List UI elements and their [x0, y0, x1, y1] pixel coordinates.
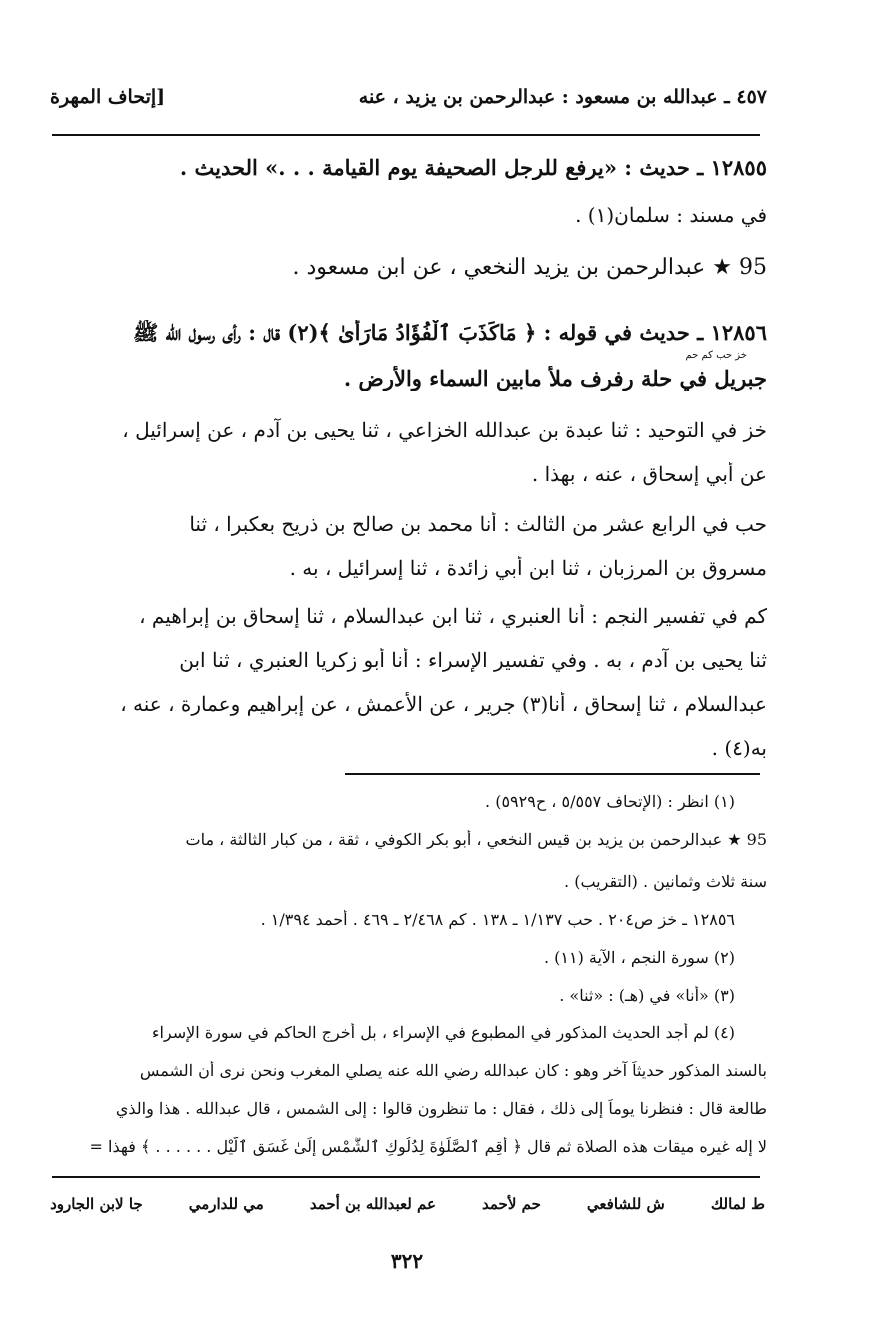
hadith-12856-cont: جبريل في حلة رفرف ملأ مابين السماء والأرض . [343, 366, 767, 391]
footnote: (٣) «أنا» في (هـ) : «ثنا» . [559, 986, 735, 1005]
hadith-12855: ١٢٨٥٥ ـ حديث : «يرفع للرجل الصحيفة يوم القيامة . . .» الحديث . [179, 155, 767, 180]
narrator-95-text: 95 ★ عبدالرحمن بن يزيد النخعي ، عن ابن مسعود . [292, 255, 767, 280]
book-title: [إتحاف المهرة [50, 86, 166, 108]
body-line: حب في الرابع عشر من الثالث : أنا محمد بن صالح بن ذريح بعكبرا ، ثنا [189, 512, 767, 536]
body-line: خز في التوحيد : ثنا عبدة بن عبدالله الخزاعي ، ثنا يحيى بن آدم ، عن إسرائيل ، [122, 418, 767, 442]
narrator-95-heading [67, 255, 767, 280]
body-line: مسروق بن المرزبان ، ثنا ابن أبي زائدة ، ثنا إسرائيل ، به . [289, 556, 767, 580]
body-line: كم في تفسير النجم : أنا العنبري ، ثنا ابن عبدالسلام ، ثنا إسحاق بن إبراهيم ، [139, 604, 767, 628]
legend-item: عم لعبدالله بن أحمد [309, 1195, 436, 1213]
footnote-rule [345, 773, 760, 775]
footnote: (١) انظر : (الإتحاف ٥/٥٥٧ ، ح٥٩٢٩) . [485, 792, 735, 811]
sigla-legend [50, 1191, 765, 1217]
sigla-note: خز حب كم حم [685, 350, 747, 361]
footnote: طالعة قال : فنظرنا يوماً إلى ذلك ، فقال : ما تنظرون قالوا : إلى الشمس ، قال عبدالله . هذا والذي [115, 1099, 767, 1118]
body-line: به(٤) . [711, 736, 767, 760]
musnad-line: في مسند : سلمان(١) . [575, 203, 767, 227]
legend-item: جا لابن الجارود [50, 1195, 143, 1213]
page-number: ٣٢٢ [390, 1249, 424, 1273]
header-rule [52, 134, 760, 136]
footnote: (٤) لم أجد الحديث المذكور في المطبوع في الإسراء ، بل أخرج الحاكم في سورة الإسراء [151, 1023, 735, 1042]
legend-item: ش للشافعي [586, 1195, 665, 1213]
footnote: بالسند المذكور حديثاً آخر وهو : كان عبدالله رضي الله عنه يصلي المغرب ونحن نرى أن الشمس [139, 1061, 767, 1080]
legend-item: ط لمالك [710, 1195, 765, 1213]
chapter-heading: ٤٥٧ ـ عبدالله بن مسعود : عبدالرحمن بن يزيد ، عنه [358, 86, 767, 108]
body-line: عن أبي إسحاق ، عنه ، بهذا . [531, 462, 767, 486]
legend-rule [52, 1176, 760, 1178]
legend-item: مي للدارمي [188, 1195, 264, 1213]
body-line: ثنا يحيى بن آدم ، به . وفي تفسير الإسراء : أنا أبو زكريا العنبري ، ثنا ابن [179, 648, 767, 672]
footnote: سنة ثلاث وثمانين . (التقريب) . [564, 872, 767, 891]
footnote: ١٢٨٥٦ ـ خز ص٢٠٤ . حب ١/١٣٧ ـ ١٣٨ . كم ٢/٤٦٨ ـ ٤٦٩ . أحمد ١/٣٩٤ . [260, 910, 735, 929]
footnote: 95 ★ عبدالرحمن بن يزيد بن قيس النخعي ، أبو بكر الكوفي ، ثقة ، من كبار الثالثة ، مات [185, 830, 767, 849]
legend-item: حم لأحمد [482, 1195, 541, 1213]
hadith-12856: ١٢٨٥٦ ـ حديث في قوله : ﴿ مَاكَذَبَ ٱلْفُؤَادُ مَارَأَىٰ ﴾(٢) قال : رأى رسول الله ﷺ [132, 320, 767, 345]
footnote: (٢) سورة النجم ، الآية (١١) . [543, 948, 735, 967]
body-line: عبدالسلام ، ثنا إسحاق ، أنا(٣) جرير ، عن الأعمش ، عن إبراهيم وعمارة ، عنه ، [120, 692, 767, 716]
footnote: لا إله غيره ميقات هذه الصلاة ثم قال ﴿ أَقِمِ ٱلصَّلَوٰةَ لِدُلُوكِ ٱلشَّمْسِ إِلَىٰ غَسَقِ ٱلَّيْلِ . . . . . . ﴾ فهذا = [89, 1137, 767, 1156]
